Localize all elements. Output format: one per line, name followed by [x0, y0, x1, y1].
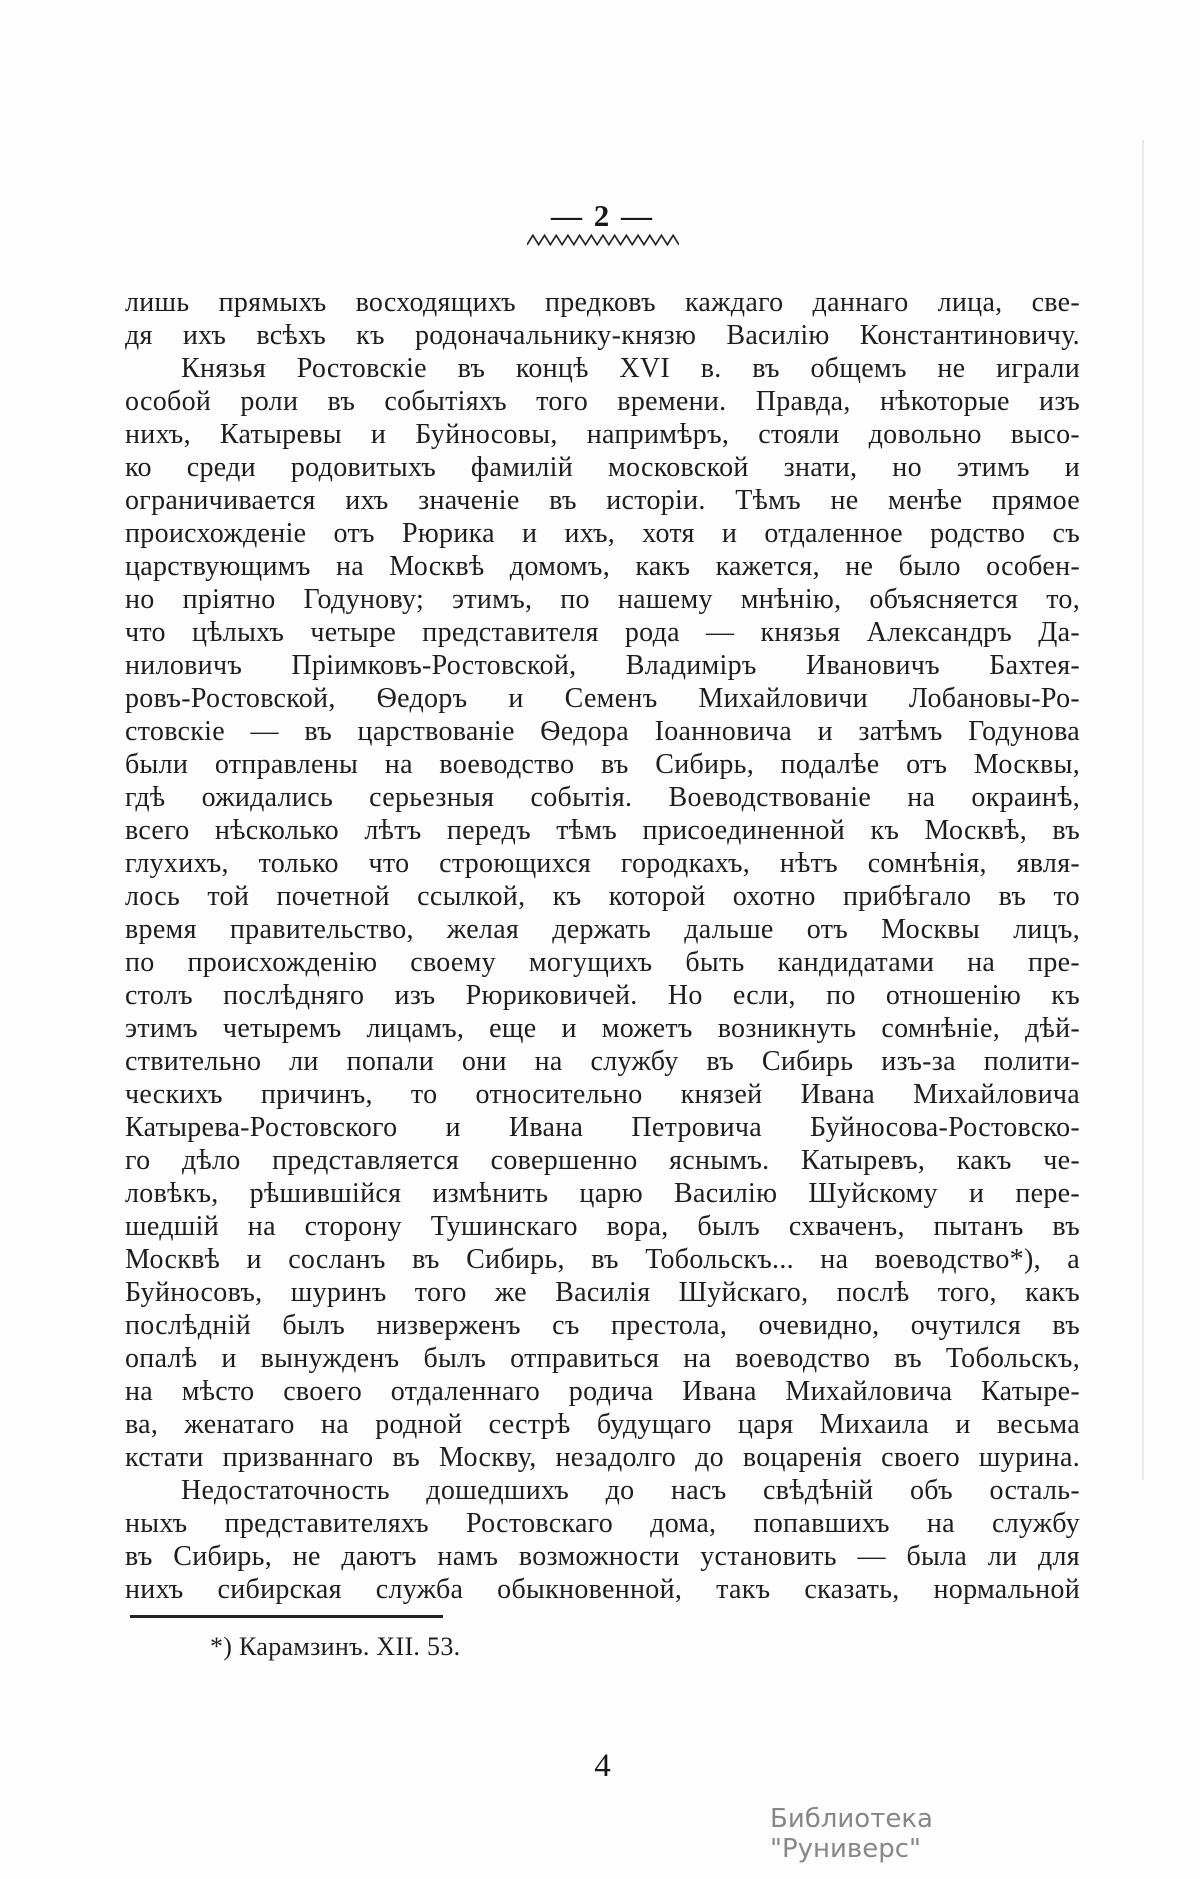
text-line: ствительно ли попали они на службу въ Сибирь изъ-за полити-: [125, 1046, 1080, 1077]
text-line: лось той почетной ссылкой, къ которой охотно прибѣгало въ то: [125, 881, 1080, 912]
text-line: Буйносовъ, шуринъ того же Василія Шуйскаго, послѣ того, какъ: [125, 1277, 1080, 1308]
text-line: Катырева-Ростовского и Ивана Петровича Буйносова-Ростовско-: [125, 1112, 1080, 1143]
squiggle-ornament-icon: [527, 233, 679, 247]
text-line: но пріятно Годунову; этимъ, по нашему мнѣнію, объясняется то,: [125, 584, 1080, 615]
body-text: [125, 286, 1080, 1606]
text-line: ныхъ представителяхъ Ростовскаго дома, попавшихъ на службу: [125, 1508, 1080, 1539]
text-line: ко среди родовитыхъ фамилій московской знати, но этимъ и: [125, 452, 1080, 483]
text-line: гдѣ ожидались серьезныя событія. Воеводствованіе на окраинѣ,: [125, 782, 1080, 813]
page-footer-number: 4: [594, 1748, 611, 1784]
text-line: особой роли въ событіяхъ того времени. Правда, нѣкоторые изъ: [125, 386, 1080, 417]
text-line: глухихъ, только что строющихся городкахъ, нѣтъ сомнѣнія, явля-: [125, 848, 1080, 879]
page-header-number: — 2 —: [551, 198, 654, 233]
text-line: Недостаточность дошедшихъ до насъ свѣдѣній объ осталь-: [181, 1475, 1080, 1506]
text-line: всего нѣсколько лѣтъ передъ тѣмъ присоединенной къ Москвѣ, въ: [125, 815, 1080, 846]
text-line: шедшій на сторону Тушинскаго вора, былъ схваченъ, пытанъ въ: [125, 1211, 1080, 1242]
text-line: на мѣсто своего отдаленнаго родича Ивана Михайловича Катыре-: [125, 1376, 1080, 1407]
text-line: нихъ сибирская служба обыкновенной, такъ сказать, нормальной: [125, 1574, 1080, 1605]
text-line: Князья Ростовскіе въ концѣ XVI в. въ общемъ не играли: [181, 353, 1080, 384]
text-line: лишь прямыхъ восходящихъ предковъ каждаго даннаго лица, све-: [125, 287, 1080, 318]
text-line: дя ихъ всѣхъ къ родоначальнику-князю Василію Константиновичу.: [125, 320, 1080, 351]
text-line: по происхожденію своему могущихъ быть кандидатами на пре-: [125, 947, 1080, 978]
library-watermark: Библиотека "Руниверс": [770, 1804, 933, 1864]
text-line: были отправлены на воеводство въ Сибирь, подалѣе отъ Москвы,: [125, 749, 1080, 780]
text-line: послѣдній былъ низверженъ съ престола, очевидно, очутился въ: [125, 1310, 1080, 1341]
text-line: ческихъ причинъ, то относительно князей Ивана Михайловича: [125, 1079, 1080, 1110]
text-line: ва, женатаго на родной сестрѣ будущаго царя Михаила и весьма: [125, 1409, 1080, 1440]
text-line: въ Сибирь, не даютъ намъ возможности установить — была ли для: [125, 1541, 1080, 1572]
text-line: столъ послѣдняго изъ Рюриковичей. Но если, по отношенію къ: [125, 980, 1080, 1011]
text-line: время правительство, желая держать дальше отъ Москвы лицъ,: [125, 914, 1080, 945]
text-line: нихъ, Катыревы и Буйносовы, напримѣръ, стояли довольно высо-: [125, 419, 1080, 450]
text-line: Москвѣ и сосланъ въ Сибирь, въ Тобольскъ... на воеводство*), а: [125, 1244, 1080, 1275]
text-line: стовскіе — въ царствованіе Ѳедора Іоанновича и затѣмъ Годунова: [125, 716, 1080, 747]
footnote: *) Карамзинъ. XII. 53.: [210, 1632, 461, 1661]
footnote-rule: [130, 1615, 443, 1618]
text-line: этимъ четыремъ лицамъ, еще и можетъ возникнуть сомнѣніе, дѣй-: [125, 1013, 1080, 1044]
text-line: царствующимъ на Москвѣ домомъ, какъ кажется, не было особен-: [125, 551, 1080, 582]
text-line: ниловичъ Пріимковъ-Ростовской, Владиміръ Ивановичъ Бахтея-: [125, 650, 1080, 681]
text-line: что цѣлыхъ четыре представителя рода — князья Александръ Да-: [125, 617, 1080, 648]
text-line: происхожденіе отъ Рюрика и ихъ, хотя и отдаленное родство съ: [125, 518, 1080, 549]
text-line: ограничивается ихъ значеніе въ исторіи. Тѣмъ не менѣе прямое: [125, 485, 1080, 516]
text-line: опалѣ и вынужденъ былъ отправиться на воеводство въ Тобольскъ,: [125, 1343, 1080, 1374]
text-line: го дѣло представляется совершенно яснымъ. Катыревъ, какъ че-: [125, 1145, 1080, 1176]
text-line: ловѣкъ, рѣшившійся измѣнить царю Василію Шуйскому и пере-: [125, 1178, 1080, 1209]
page-edge-shadow: [1142, 140, 1144, 1480]
text-line: кстати призваннаго въ Москву, незадолго до воцаренія своего шурина.: [125, 1442, 1080, 1473]
text-line: ровъ-Ростовской, Ѳедоръ и Семенъ Михайловичи Лобановы-Ро-: [125, 683, 1080, 714]
